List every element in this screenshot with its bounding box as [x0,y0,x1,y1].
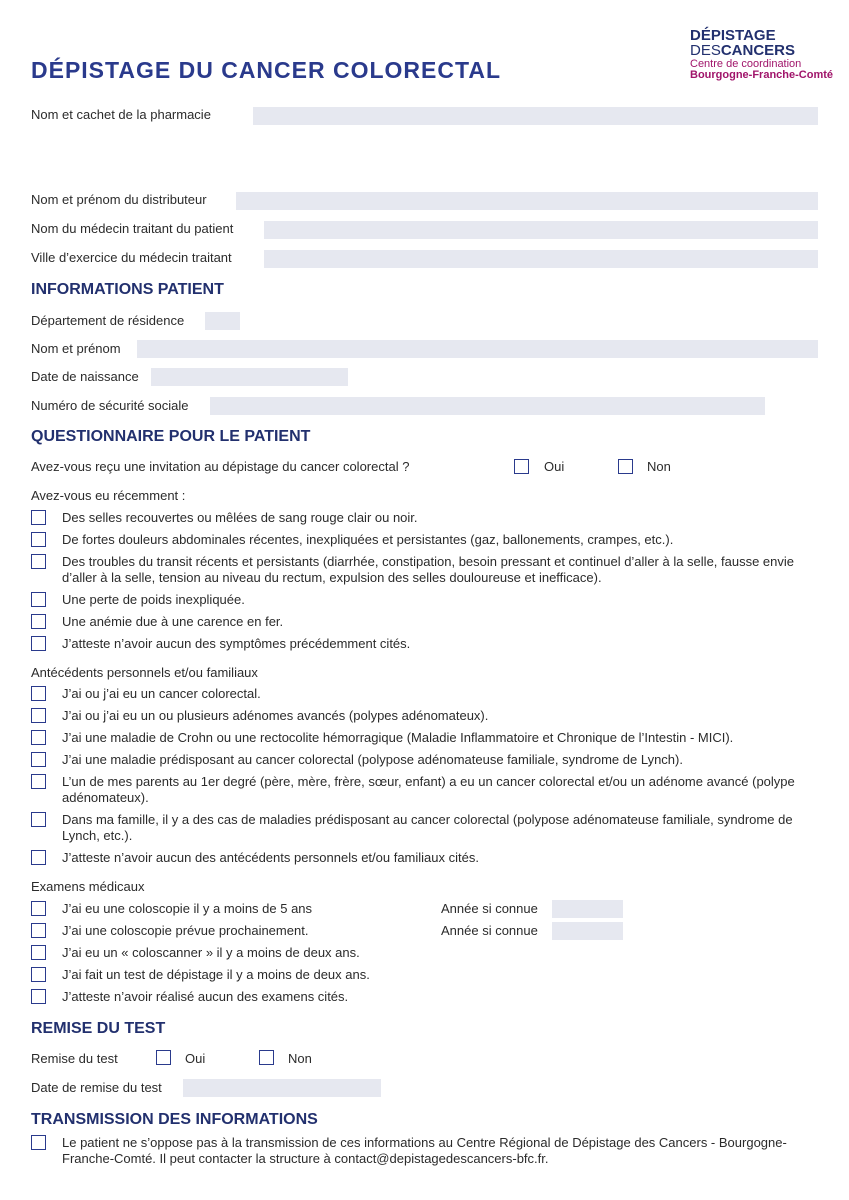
history-checkbox[interactable] [31,730,46,745]
birth-field[interactable] [151,368,348,386]
history-item: J’ai une maladie prédisposant au cancer colorectal (polypose adénomateuse familiale, syndrome de Lynch). [62,752,683,767]
doctor-field[interactable] [264,221,818,239]
logo-line1: DÉPISTAGE [690,27,776,44]
logo-line2-a: DES [690,42,721,59]
birth-label: Date de naissance [31,369,139,384]
exam-item: J’atteste n’avoir réalisé aucun des examens cités. [62,989,349,1004]
symptom-checkbox[interactable] [31,532,46,547]
history-item: Dans ma famille, il y a des cas de maladies prédisposant au cancer colorectal (polypose adénomateuse familiale, syndrome de Lynch, etc.). [62,812,793,843]
history-item: J’atteste n’avoir aucun des antécédents personnels et/ou familiaux cités. [62,850,479,865]
exam-item: J’ai eu un « coloscanner » il y a moins de deux ans. [62,945,360,960]
logo-line4: Bourgogne-Franche-Comté [690,69,833,81]
exam-checkbox[interactable] [31,945,46,960]
logo [690,28,833,81]
patient-heading: INFORMATIONS PATIENT [31,281,224,298]
remise-heading: REMISE DU TEST [31,1020,166,1037]
year-field[interactable] [552,900,623,918]
remise-no-checkbox[interactable] [259,1050,274,1065]
symptom-checkbox[interactable] [31,510,46,525]
symptom-checkbox[interactable] [31,636,46,651]
invitation-no-checkbox[interactable] [618,459,633,474]
symptom-checkbox[interactable] [31,614,46,629]
exam-checkbox[interactable] [31,967,46,982]
symptom-item: Des selles recouvertes ou mêlées de sang rouge clair ou noir. [62,510,418,525]
exam-checkbox[interactable] [31,923,46,938]
history-checkbox[interactable] [31,752,46,767]
symptom-item: Une perte de poids inexpliquée. [62,592,245,607]
remise-no-label: Non [288,1051,312,1066]
exam-item: J’ai une coloscopie prévue prochainement. [62,923,309,938]
doctor-label: Nom du médecin traitant du patient [31,221,234,236]
invitation-yes-checkbox[interactable] [514,459,529,474]
invitation-question: Avez-vous reçu une invitation au dépistage du cancer colorectal ? [31,459,410,474]
history-checkbox[interactable] [31,774,46,789]
history-checkbox[interactable] [31,686,46,701]
transmission-checkbox[interactable] [31,1135,46,1150]
year-label: Année si connue [441,923,538,938]
symptom-checkbox[interactable] [31,554,46,569]
transmission-text: Le patient ne s’oppose pas à la transmission de ces informations au Centre Régional de Dépistage des Cancers - Bourgogne-Franche-Comté. Il peut contacter la structure à contact@depistagedescancers-bfc.fr. [62,1135,787,1166]
history-checkbox[interactable] [31,850,46,865]
patient-name-label: Nom et prénom [31,341,121,356]
recent-label: Avez-vous eu récemment : [31,488,186,503]
logo-line2-b: CANCERS [720,42,796,59]
doctor-city-label: Ville d’exercice du médecin traitant [31,250,232,265]
exam-item: J’ai eu une coloscopie il y a moins de 5 ans [62,901,313,916]
questionnaire-heading: QUESTIONNAIRE POUR LE PATIENT [31,428,311,445]
logo-line2 [690,43,833,58]
ssn-label: Numéro de sécurité sociale [31,398,189,413]
logo-line3: Centre de coordination [690,58,802,70]
symptom-item: Une anémie due à une carence en fer. [62,614,284,629]
exam-checkbox[interactable] [31,901,46,916]
pharmacy-cachet-label: Nom et cachet de la pharmacie [31,107,211,122]
year-field[interactable] [552,922,623,940]
remise-yes-label: Oui [185,1051,206,1066]
exam-item: J’ai fait un test de dépistage il y a moins de deux ans. [62,967,370,982]
symptom-item: Des troubles du transit récents et persistants (diarrhée, constipation, besoin pressant et continuel d’aller à la selle, fausse envie d’aller à la selle, tension au niveau du rectum, expulsion des selles douloureuse et inefficace). [62,554,795,585]
symptom-item: J’atteste n’avoir aucun des symptômes précédemment cités. [62,636,411,651]
pharmacy-cachet-field[interactable] [253,107,818,125]
history-item: J’ai ou j’ai eu un cancer colorectal. [62,686,261,701]
transmission-heading: TRANSMISSION DES INFORMATIONS [31,1111,318,1128]
history-item: L’un de mes parents au 1er degré (père, mère, frère, sœur, enfant) a eu un cancer colorectal et/ou un adénome avancé (polype adénomateux). [62,774,795,805]
doctor-city-field[interactable] [264,250,818,268]
remise-date-field[interactable] [183,1079,381,1097]
remise-date-label: Date de remise du test [31,1080,162,1095]
department-field[interactable] [205,312,240,330]
department-label: Département de résidence [31,313,185,328]
page-title: DÉPISTAGE DU CANCER COLORECTAL [31,57,501,83]
history-label: Antécédents personnels et/ou familiaux [31,665,258,680]
patient-name-field[interactable] [137,340,818,358]
symptom-item: De fortes douleurs abdominales récentes, inexpliquées et persistantes (gaz, ballonements, crampes, etc.). [62,532,674,547]
year-label: Année si connue [441,901,538,916]
distributor-label: Nom et prénom du distributeur [31,192,207,207]
exam-checkbox[interactable] [31,989,46,1004]
distributor-field[interactable] [236,192,818,210]
remise-label: Remise du test [31,1051,118,1066]
invitation-yes-label: Oui [544,459,565,474]
ssn-field[interactable] [210,397,765,415]
symptom-checkbox[interactable] [31,592,46,607]
history-checkbox[interactable] [31,812,46,827]
invitation-no-label: Non [647,459,671,474]
remise-yes-checkbox[interactable] [156,1050,171,1065]
history-checkbox[interactable] [31,708,46,723]
history-item: J’ai ou j’ai eu un ou plusieurs adénomes avancés (polypes adénomateux). [62,708,489,723]
history-item: J’ai une maladie de Crohn ou une rectocolite hémorragique (Maladie Inflammatoire et Chronique de l’Intestin - MICI). [62,730,734,745]
exams-label: Examens médicaux [31,879,145,894]
